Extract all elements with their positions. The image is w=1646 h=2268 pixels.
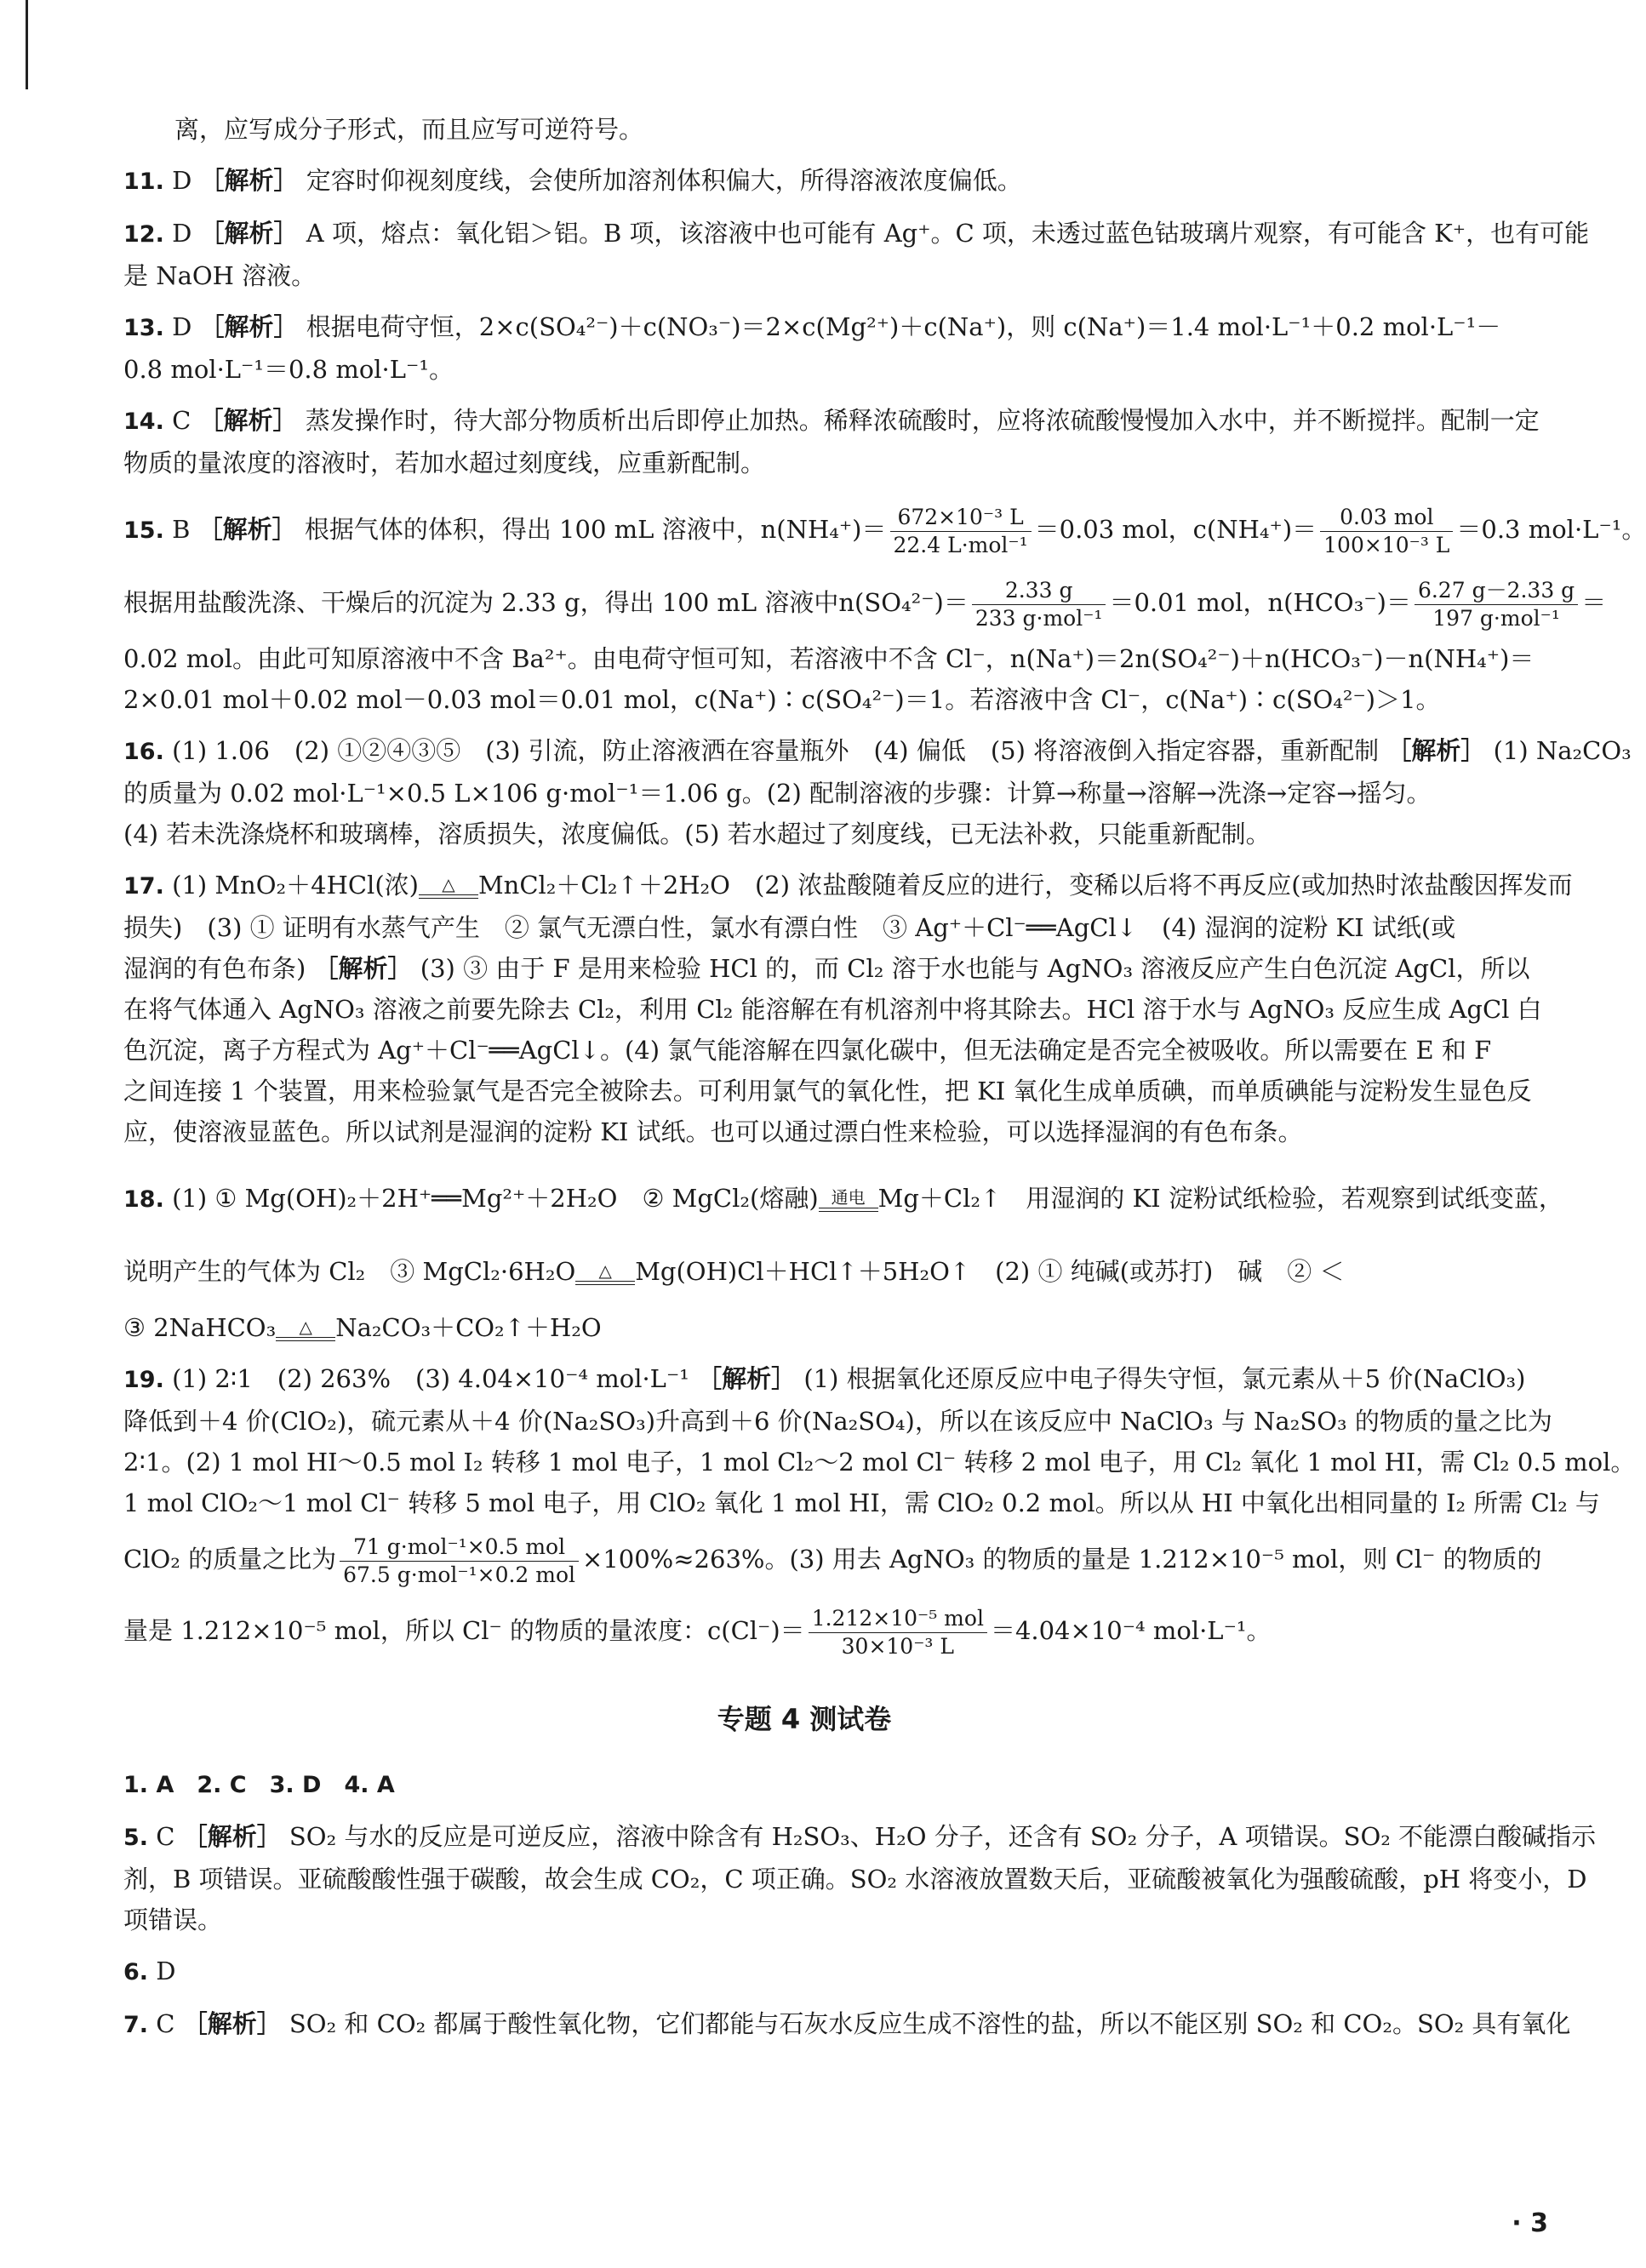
- intro-line: 离，应写成分子形式，而且应写可逆符号。: [174, 115, 644, 144]
- left-edge-bar: [26, 0, 28, 89]
- fraction: $\frac{6.27 g-2.33 g}{\text{197 g·mol⁻¹}}$: [1415, 577, 1578, 632]
- fraction: $\frac{\text{0.03 mol}}{\text{100×10⁻³ L}}$: [1320, 504, 1453, 559]
- fraction: $\frac{2.33 g}{\text{233 g·mol⁻¹}}$: [972, 577, 1106, 632]
- section-title: 专题 4 测试卷: [717, 1703, 892, 1735]
- question-11: 11. D ［解析］ 定容时仰视刻度线，会使所加溶剂体积偏大，所得溶液浓度偏低。: [123, 166, 1022, 195]
- page-number: · 3: [1512, 2208, 1548, 2238]
- reaction-condition-arrow: △: [575, 1262, 635, 1285]
- fraction: $\frac{\text{71 g·mol⁻¹×0.5 mol}}{\text{67.5 g·mol⁻¹×0.2 mol}}$: [340, 1534, 579, 1589]
- fraction: $\frac{\text{1.212×10⁻⁵ mol}}{\text{30×10⁻³ L}}$: [809, 1605, 987, 1660]
- reaction-condition-arrow: △: [276, 1318, 335, 1341]
- reaction-condition-arrow: 通电: [819, 1189, 878, 1212]
- test-question-5: 5. C ［解析］ SO₂ 与水的反应是可逆反应，溶液中除含有 H₂SO₃、H₂O 分子，还含有 SO₂ 分子，A 项错误。SO₂ 不能漂白酸碱指示 剂，B 项错误。亚硫酸酸性强于碳酸，故会生成 CO₂，C 项正确。SO₂ 水溶液放置数天后，亚硫酸被氧化为强酸硫酸，pH 将变小，D 项错误。: [123, 1822, 1597, 1934]
- test-question-7: 7. C ［解析］ SO₂ 和 CO₂ 都属于酸性氧化物，它们都能与石灰水反应生成不溶性的盐，所以不能区别 SO₂ 和 CO₂。SO₂ 具有氧化: [123, 2009, 1571, 2038]
- answer-page: [123, 109, 1646, 2046]
- fraction: $\frac{\text{672×10⁻³ L}}{\text{22.4 L·mol⁻¹}}$: [890, 504, 1032, 559]
- test-question-6: 6. D: [123, 1957, 176, 1985]
- question-16: 16. (1) 1.06 (2) ①②④③⑤ (3) 引流，防止溶液洒在容量瓶外 (4) 偏低 (5) 将溶液倒入指定容器，重新配制 ［解析］ (1) Na₂CO₃ 的质量为 0.02 mol·L⁻¹×0.5 L×106 g·mol⁻¹＝1.06 g。(2) 配制溶液的步骤：计算→称量→溶解→洗涤→定容→摇匀。 (4) 若未洗涤烧杯和玻璃棒，溶质损失，浓度偏低。(5) 若水超过了刻度线，已无法补救，只能重新配制。: [123, 736, 1632, 848]
- question-14: 14. C ［解析］ 蒸发操作时，待大部分物质析出后即停止加热。稀释浓硫酸时，应将浓硫酸慢慢加入水中，并不断搅拌。配制一定 物质的量浓度的溶液时，若加水超过刻度线，应重新配制。: [123, 406, 1540, 477]
- question-12: 12. D ［解析］ A 项，熔点：氧化铝＞铝。B 项，该溶液中也可能有 Ag⁺。C 项，未透过蓝色钴玻璃片观察，有可能含 K⁺，也有可能 是 NaOH 溶液。: [123, 219, 1590, 290]
- question-17: 17. (1) MnO₂＋4HCl(浓) △ MnCl₂＋Cl₂↑＋2H₂O (2) 浓盐酸随着反应的进行，变稀以后将不再反应(或加热时浓盐酸因挥发而 损失) (3) ① 证明有水蒸气产生 ② 氯气无漂白性，氯水有漂白性 ③ Ag⁺＋Cl⁻══AgCl↓ (4) 湿润的淀粉 KI 试纸(或 湿润的有色布条) ［解析］ (3) ③ 由于 F 是用来检验 HCl 的，而 Cl₂ 溶于水也能与 AgNO₃ 溶液反应产生白色沉淀 AgCl，所以 在将气体通入 AgNO₃ 溶液之前要先除去 Cl₂，利用 Cl₂ 能溶解在有机溶剂中将其除去。HCl 溶于水与 AgNO₃ 反应生成 AgCl 白 色沉淀，离子方程式为 Ag⁺＋Cl⁻══AgCl↓。(4) 氯气能溶解在四氯化碳中，但无法确定是否完全被吸收。所以需要在 E 和 F 之间连接 1 个装置，用来检验氯气是否完全被除去。可利用氯气的氧化性，把 KI 氧化生成单质碘，而单质碘能与淀粉发生显色反 应，使溶液显蓝色。所以试剂是湿润的淀粉 KI 试纸。也可以通过漂白性来检验，可以选择湿润的有色布条。: [123, 871, 1573, 1146]
- question-18: 18. (1) ① Mg(OH)₂＋2H⁺══Mg²⁺＋2H₂O ② MgCl₂(熔融) 通电 Mg＋Cl₂↑ 用湿润的 KI 淀粉试纸检验，若观察到试纸变蓝， 说明产生的气体为 Cl₂ ③ MgCl₂·6H₂O △ Mg(OH)Cl＋HCl↑＋5H₂O↑ (2) ① 纯碱(或苏打) 碱 ② ＜ ③ 2NaHCO₃ △ Na₂CO₃＋CO₂↑＋H₂O: [123, 1184, 1563, 1342]
- test-answers-1-4: 1. A 2. C 3. D 4. A: [123, 1772, 395, 1798]
- question-19: 19. (1) 2∶1 (2) 263% (3) 4.04×10⁻⁴ mol·L⁻¹ ［解析］ (1) 根据氧化还原反应中电子得失守恒，氯元素从＋5 价(NaClO₃) 降低到＋4 价(ClO₂)，硫元素从＋4 价(Na₂SO₃)升高到＋6 价(Na₂SO₄)，所以在该反应中 NaClO₃ 与 Na₂SO₃ 的物质的量之比为 2∶1。(2) 1 mol HI～0.5 mol I₂ 转移 1 mol 电子，1 mol Cl₂～2 mol Cl⁻ 转移 2 mol 电子，用 Cl₂ 氧化 1 mol HI，需 Cl₂ 0.5 mol。 1 mol ClO₂～1 mol Cl⁻ 转移 5 mol 电子，用 ClO₂ 氧化 1 mol HI，需 ClO₂ 0.2 mol。所以从 HI 中氧化出相同量的 I₂ 所需 Cl₂ 与 ClO₂ 的质量之比为 $\frac{\text{71 g·mol⁻¹×0.5 mol}}{\text{67.5 g·mol⁻¹×0.2 mol}}$ ×100%≈263%。(3) 用去 AgNO₃ 的物质的量是 1.212×10⁻⁵ mol，则 Cl⁻ 的物质的 量是 1.212×10⁻⁵ mol，所以 Cl⁻ 的物质的量浓度：c(Cl⁻)＝ $\frac{\text{1.212×10⁻⁵ mol}}{\text{30×10⁻³ L}}$ ＝4.04×10⁻⁴ mol·L⁻¹。: [123, 1364, 1636, 1659]
- question-15: 15. B ［解析］ 根据气体的体积，得出 100 mL 溶液中，n(NH₄⁺)＝ $\frac{\text{672×10⁻³ L}}{\text{22.4 L·mol⁻¹}}$ ＝0.03 mol，c(NH₄⁺)＝ $\frac{\text{0.03 mol}}{\text{100×10⁻³ L}}$ ＝0.3 mol·L⁻¹。 根据用盐酸洗涤、干燥后的沉淀为 2.33 g，得出 100 mL 溶液中n(SO₄²⁻)＝ $\frac{2.33 g}{\text{233 g·mol⁻¹}}$ ＝0.01 mol，n(HCO₃⁻)＝ $\frac{6.27 g-2.33 g}{\text{197 g·mol⁻¹}}$ ＝ 0.02 mol。由此可知原溶液中不含 Ba²⁺。由电荷守恒可知，若溶液中不含 Cl⁻，n(Na⁺)＝2n(SO₄²⁻)＋n(HCO₃⁻)－n(NH₄⁺)＝ 2×0.01 mol＋0.02 mol－0.03 mol＝0.01 mol，c(Na⁺)∶c(SO₄²⁻)＝1。若溶液中含 Cl⁻，c(Na⁺)∶c(SO₄²⁻)＞1。: [123, 504, 1646, 714]
- question-13: 13. D ［解析］ 根据电荷守恒，2×c(SO₄²⁻)＋c(NO₃⁻)＝2×c(Mg²⁺)＋c(Na⁺)，则 c(Na⁺)＝1.4 mol·L⁻¹＋0.2 mol·L⁻¹－ 0.8 mol·L⁻¹＝0.8 mol·L⁻¹。: [123, 312, 1501, 384]
- reaction-condition-arrow: △: [419, 876, 478, 899]
